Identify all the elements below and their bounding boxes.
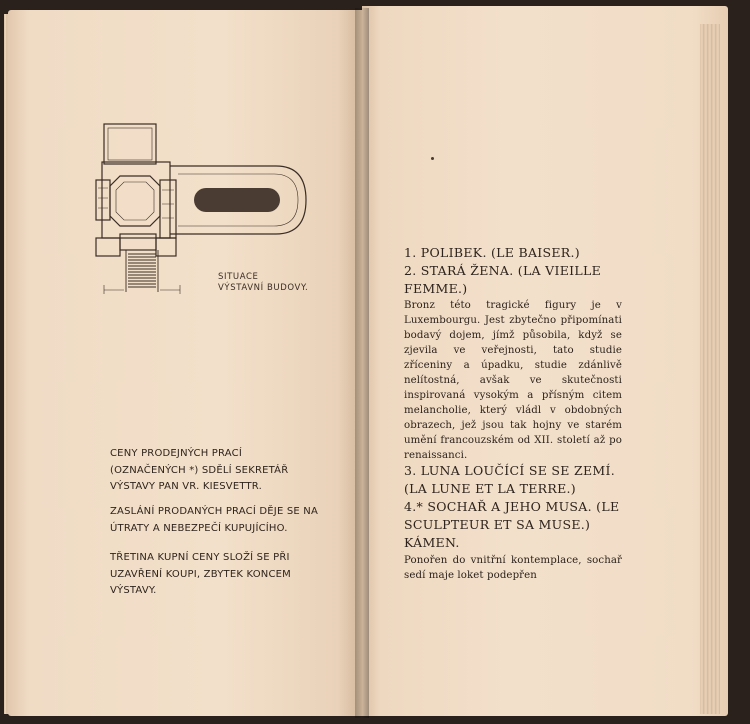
item-4-material: KÁMEN. [404, 535, 460, 550]
item-2-title: 2. STARÁ ŽENA. (LA VIEILLE FEMME.) [404, 263, 602, 296]
page-stack-right [700, 24, 720, 714]
shipping-info-paragraph: ZASLÁNÍ PRODANÝCH PRACÍ DĚJE SE NA ÚTRATY A NEBEZPEČÍ KUPUJÍCÍHO. [110, 506, 319, 534]
building-floor-plan [94, 118, 308, 298]
plan-caption-line-1: SITUACE [218, 272, 259, 282]
plan-caption-line-2: VÝSTAVNÍ BUDOVY. [218, 283, 309, 293]
price-info-paragraph: CENY PRODEJNÝCH PRACÍ (OZNAČENÝCH *) SDĚLÍ SEKRETÁŘ VÝSTAVY PAN VR. KIESVETTR. [110, 448, 289, 492]
left-page [8, 10, 366, 716]
item-3-title: 3. LUNA LOUČÍCÍ SE SE ZEMÍ. (LA LUNE ET LA TERRE.) [404, 463, 615, 496]
payment-info-paragraph: TŘETINA KUPNÍ CENY SLOŽÍ SE PŘI UZAVŘENÍ KOUPI, ZBYTEK KONCEM VÝSTAVY. [110, 552, 291, 596]
item-2-description: Bronz této tragické figury je v Luxembourgu. Jest zbytečno připomínati bodavý dojem, jímž působila, když se zjevila ve veřejnosti, tato studie zříceniny a úpadku, studie zdánlivě nelítostná, avšak ve skutečnosti inspirovaná vysokým a přísným citem melancholie, který vládl v obdobných obrazech, jež jsou tak hojny ve starém umění francouzském od XII. století až po renaissanci. [404, 300, 622, 461]
plan-caption [218, 272, 308, 294]
book-gutter [355, 8, 369, 718]
item-4-description: Ponořen do vnitřní kontemplace, sochař sedí maje loket podepřen [404, 555, 622, 581]
item-1-title: 1. POLIBEK. (LE BAISER.) [404, 245, 580, 260]
item-4-title: 4.* SOCHAŘ A JEHO MUSA. (LE SCULPTEUR ET SA MUSE.) [404, 499, 620, 532]
page-speck [431, 157, 434, 160]
